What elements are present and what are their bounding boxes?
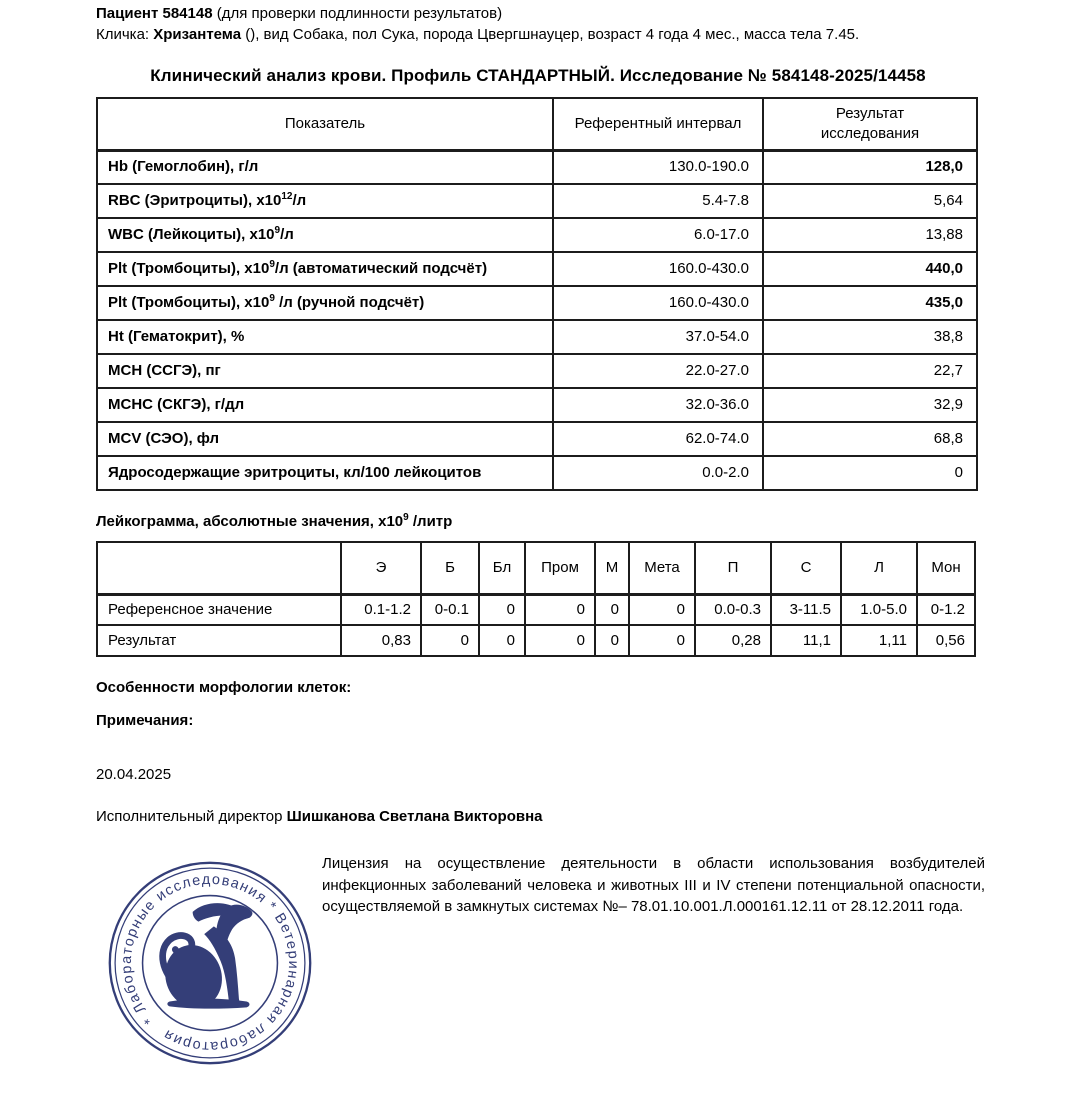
pet-name: Хризантема (153, 26, 242, 43)
cell-value: 0 (629, 594, 695, 625)
result-value: 440,0 (763, 252, 977, 286)
result-value: 38,8 (763, 320, 977, 354)
result-value: 5,64 (763, 184, 977, 218)
column-header: П (695, 542, 771, 594)
cell-value: 0,28 (695, 625, 771, 656)
column-header: Мон (917, 542, 975, 594)
table-row (97, 252, 977, 286)
indicator-name: Ядросодержащие эритроциты, кл/100 лейкоцитов (97, 456, 553, 490)
table-row (97, 184, 977, 218)
column-header: С (771, 542, 841, 594)
result-value: 0 (763, 456, 977, 490)
reference-interval: 160.0-430.0 (553, 252, 763, 286)
row-label: Результат (97, 625, 341, 656)
cbc-header-row (97, 98, 977, 150)
result-value: 128,0 (763, 150, 977, 184)
reference-interval: 0.0-2.0 (553, 456, 763, 490)
result-value: 32,9 (763, 388, 977, 422)
result-value: 435,0 (763, 286, 977, 320)
column-header: Э (341, 542, 421, 594)
reference-interval: 32.0-36.0 (553, 388, 763, 422)
stamp-arc-text: * Лабораторные исследования * Ветеринарная лаборатория (118, 871, 302, 1055)
cbc-table (96, 97, 978, 491)
reference-interval: 6.0-17.0 (553, 218, 763, 252)
indicator-name: MCH (ССГЭ), пг (97, 354, 553, 388)
table-row (97, 150, 977, 184)
table-row (97, 354, 977, 388)
director-name: Шишканова Светлана Викторовна (286, 808, 543, 825)
pet-details: (), вид Собака, пол Сука, порода Цвергшнауцер, возраст 4 года 4 мес., масса тела 7.45. (241, 26, 860, 43)
cell-value: 0 (479, 625, 525, 656)
director-line (96, 808, 980, 825)
cell-value: 0 (595, 594, 629, 625)
patient-id-line (96, 3, 980, 24)
cell-value: 11,1 (771, 625, 841, 656)
table-row (97, 218, 977, 252)
cell-value: 0 (629, 625, 695, 656)
reference-row (97, 594, 975, 625)
leukogram-header-row (97, 542, 975, 594)
notes-label: Примечания: (96, 712, 194, 729)
reference-interval: 62.0-74.0 (553, 422, 763, 456)
indicator-name: Hb (Гемоглобин), г/л (97, 150, 553, 184)
reference-interval: 5.4-7.8 (553, 184, 763, 218)
cell-value: 0-1.2 (917, 594, 975, 625)
table-row (97, 286, 977, 320)
result-row (97, 625, 975, 656)
indicator-name: WBC (Лейкоциты), $x10^9/л$ (97, 218, 553, 252)
cell-value: 0 (525, 625, 595, 656)
pet-info-line (96, 24, 980, 45)
indicator-name: MCHC (СКГЭ), г/дл (97, 388, 553, 422)
column-header: Л (841, 542, 917, 594)
column-header: Бл (479, 542, 525, 594)
table-row (97, 388, 977, 422)
cell-value: 3-11.5 (771, 594, 841, 625)
reference-interval: 37.0-54.0 (553, 320, 763, 354)
cell-value: 1,11 (841, 625, 917, 656)
indicator-name: Ht (Гематокрит), % (97, 320, 553, 354)
cell-value: 0 (479, 594, 525, 625)
cell-value: 0,56 (917, 625, 975, 656)
table-row (97, 320, 977, 354)
indicator-name: Plt (Тромбоциты), $x10^9$ /л (ручной подсчёт) (97, 286, 553, 320)
report-date: 20.04.2025 (96, 766, 172, 783)
table-row (97, 456, 977, 490)
cell-value: 0 (421, 625, 479, 656)
report-content (96, 0, 985, 1083)
leukogram-corner-cell (97, 542, 341, 594)
cell-value: 0-0.1 (421, 594, 479, 625)
license-text: Лицензия на осуществление деятельности в области использования возбудителей инфекционных заболеваний человека и животных III и IV степени потенциальной опасности, осуществляемой в замкнутых системах №– 78.01.10.001.Л.000161.12.11 от 28.12.2011 года. (322, 855, 985, 915)
indicator-name: MCV (СЭО), фл (97, 422, 553, 456)
result-value: 13,88 (763, 218, 977, 252)
report-title: Клинический анализ крови. Профиль СТАНДАРТНЫЙ. Исследование № 584148-2025/14458 (150, 66, 926, 85)
cell-value: 0 (525, 594, 595, 625)
lab-stamp (104, 857, 316, 1069)
column-header-result: Результат исследования (763, 98, 977, 150)
director-title: Исполнительный директор (96, 808, 287, 825)
footer-region (96, 853, 985, 1083)
patient-id: Пациент 584148 (96, 5, 213, 22)
column-header: Пром (525, 542, 595, 594)
result-value: 68,8 (763, 422, 977, 456)
dog-silhouette-icon (157, 903, 252, 1015)
reference-interval: 160.0-430.0 (553, 286, 763, 320)
row-label: Референсное значение (97, 594, 341, 625)
column-header-indicator: Показатель (97, 98, 553, 150)
result-value: 22,7 (763, 354, 977, 388)
cell-value: 0.0-0.3 (695, 594, 771, 625)
cell-value: 0,83 (341, 625, 421, 656)
patient-id-note: (для проверки подлинности результатов) (212, 5, 503, 22)
morphology-label: Особенности морфологии клеток: (96, 679, 352, 696)
column-header-reference: Референтный интервал (553, 98, 763, 150)
column-header: М (595, 542, 629, 594)
leukogram-title: Лейкограмма, абсолютные значения, $x10^9$ /литр (96, 512, 453, 530)
table-row (97, 422, 977, 456)
indicator-name: Plt (Тромбоциты), $x10^9/л$ (автоматический подсчёт) (97, 252, 553, 286)
pet-name-label: Кличка: (96, 26, 154, 43)
column-header: Мета (629, 542, 695, 594)
cell-value: 0.1-1.2 (341, 594, 421, 625)
column-header: Б (421, 542, 479, 594)
cell-value: 1.0-5.0 (841, 594, 917, 625)
leukogram-table (96, 541, 976, 657)
cell-value: 0 (595, 625, 629, 656)
reference-interval: 22.0-27.0 (553, 354, 763, 388)
indicator-name: RBC (Эритроциты), $x10^{12}/л$ (97, 184, 553, 218)
reference-interval: 130.0-190.0 (553, 150, 763, 184)
